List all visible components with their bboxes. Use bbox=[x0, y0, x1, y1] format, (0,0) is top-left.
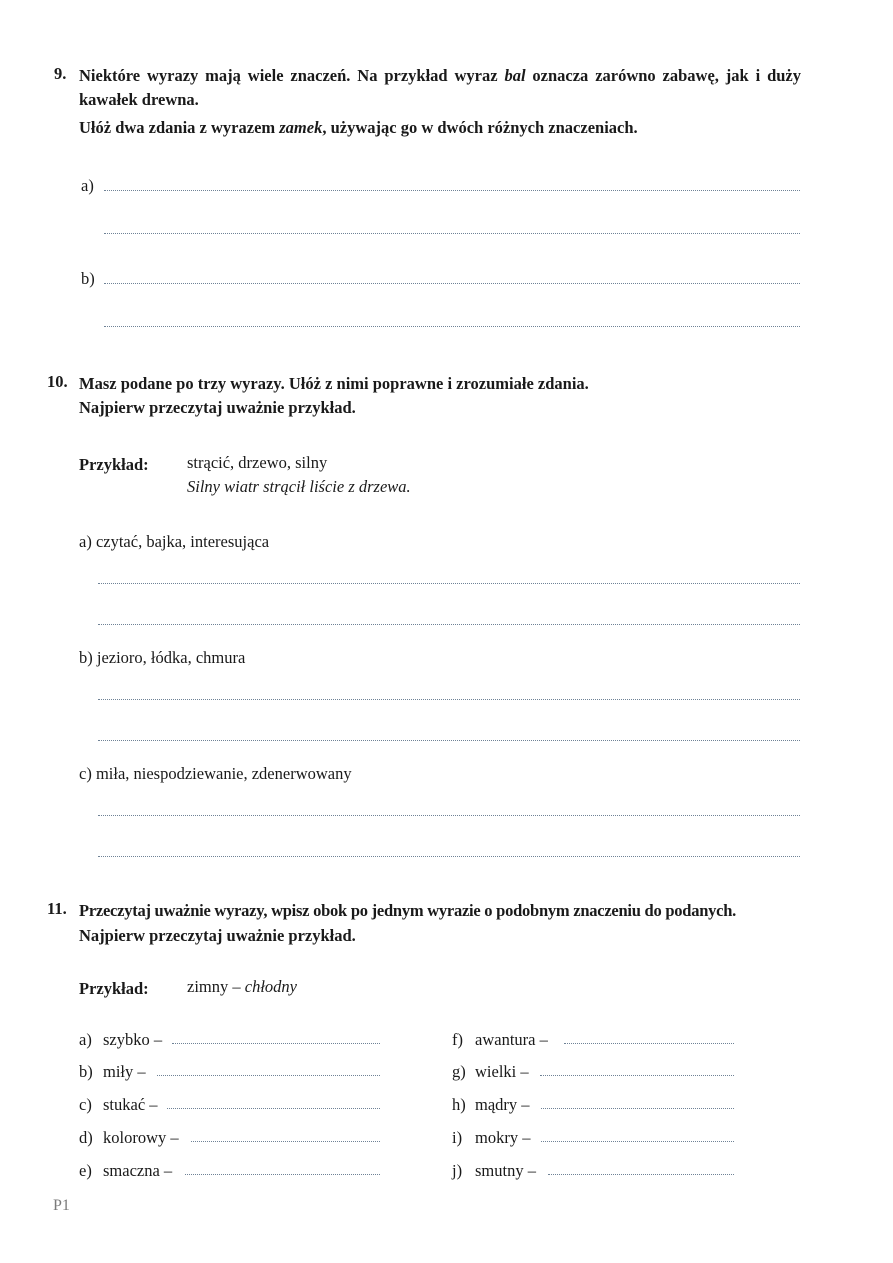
q9-answer-b-label: b) bbox=[81, 269, 95, 288]
q11-item-a-letter: a) bbox=[79, 1030, 92, 1049]
q11-item-c-letter: c) bbox=[79, 1095, 92, 1114]
q10-item-a-line-1[interactable] bbox=[98, 583, 800, 584]
q11-example bbox=[187, 977, 297, 997]
q11-item-i-line[interactable] bbox=[541, 1141, 734, 1142]
page-code: P1 bbox=[53, 1197, 70, 1214]
q11-item-d-line[interactable] bbox=[191, 1141, 380, 1142]
q11-item-d-word: kolorowy – bbox=[103, 1128, 179, 1147]
q11-item-h-word: mądry – bbox=[475, 1095, 530, 1114]
q9-text-part1: Niektóre wyrazy mają wiele znaczeń. Na przykład wyraz bbox=[79, 66, 505, 85]
q10-instruction-line2: Najpierw przeczytaj uważnie przykład. bbox=[79, 398, 356, 417]
q11-item-i-word: mokry – bbox=[475, 1128, 531, 1147]
q10-number: 10. bbox=[47, 372, 68, 391]
q11-item-j-letter: j) bbox=[452, 1161, 463, 1180]
q11-item-c-word: stukać – bbox=[103, 1095, 158, 1114]
q9-word-zamek: zamek bbox=[279, 118, 323, 137]
q10-instruction-line1: Masz podane po trzy wyrazy. Ułóż z nimi poprawne i zrozumiałe zdania. bbox=[79, 374, 589, 393]
q11-item-i-letter: i) bbox=[452, 1128, 463, 1147]
q10-item-a-label: a) czytać, bajka, interesująca bbox=[79, 532, 270, 551]
q11-instruction-line1: Przeczytaj uważnie wyrazy, wpisz obok po jednym wyrazie o podobnym znaczeniu do podanych. bbox=[79, 901, 736, 920]
q10-item-a-line-2[interactable] bbox=[98, 624, 800, 625]
q11-item-f-word: awantura – bbox=[475, 1030, 548, 1049]
q9-word-bal: bal bbox=[504, 66, 526, 85]
q11-item-g-letter: g) bbox=[452, 1062, 466, 1081]
q11-item-b-line[interactable] bbox=[157, 1075, 380, 1076]
q9-task bbox=[79, 116, 638, 140]
q11-item-e-letter: e) bbox=[79, 1161, 92, 1180]
q11-item-c-line[interactable] bbox=[167, 1108, 380, 1109]
q10-item-b-line-2[interactable] bbox=[98, 740, 800, 741]
q11-item-d-letter: d) bbox=[79, 1128, 93, 1147]
q10-example-sentence: Silny wiatr strącił liście z drzewa. bbox=[187, 477, 411, 496]
q11-example-answer: chłodny bbox=[244, 977, 297, 996]
q9-text-part2: oznacza zarówno zabawę, jak i duży kawałek drewna. bbox=[79, 66, 801, 109]
q9-instruction bbox=[79, 64, 801, 112]
q11-item-a-line[interactable] bbox=[172, 1043, 380, 1044]
q10-item-c-line-1[interactable] bbox=[98, 815, 800, 816]
q9-task-part1: Ułóż dwa zdania z wyrazem bbox=[79, 118, 280, 137]
q10-item-b-line-1[interactable] bbox=[98, 699, 800, 700]
q9-answer-a-line-1[interactable] bbox=[104, 190, 800, 191]
q11-item-e-line[interactable] bbox=[185, 1174, 380, 1175]
q11-item-j-line[interactable] bbox=[548, 1174, 734, 1175]
q9-answer-a-label: a) bbox=[81, 176, 94, 195]
q11-item-g-line[interactable] bbox=[540, 1075, 734, 1076]
q11-example-word: zimny – bbox=[187, 977, 245, 996]
q11-item-f-line[interactable] bbox=[564, 1043, 734, 1044]
q11-item-g-word: wielki – bbox=[475, 1062, 529, 1081]
q11-example-label: Przykład: bbox=[79, 979, 149, 998]
q11-item-j-word: smutny – bbox=[475, 1161, 536, 1180]
q9-task-part2: , używając go w dwóch różnych znaczeniach. bbox=[322, 118, 638, 137]
q11-item-a-word: szybko – bbox=[103, 1030, 163, 1049]
q11-item-b-word: miły – bbox=[103, 1062, 146, 1081]
q10-example-words: strącić, drzewo, silny bbox=[187, 453, 328, 472]
q11-item-f-letter: f) bbox=[452, 1030, 463, 1049]
q10-item-c-label: c) miła, niespodziewanie, zdenerwowany bbox=[79, 764, 352, 783]
q11-item-b-letter: b) bbox=[79, 1062, 93, 1081]
q10-item-b-label: b) jezioro, łódka, chmura bbox=[79, 648, 246, 667]
q11-item-e-word: smaczna – bbox=[103, 1161, 173, 1180]
q9-answer-b-line-1[interactable] bbox=[104, 283, 800, 284]
q10-item-c-line-2[interactable] bbox=[98, 856, 800, 857]
q10-example-label: Przykład: bbox=[79, 455, 149, 474]
q11-instruction-line2: Najpierw przeczytaj uważnie przykład. bbox=[79, 926, 356, 945]
q9-answer-a-line-2[interactable] bbox=[104, 233, 800, 234]
q11-item-h-letter: h) bbox=[452, 1095, 466, 1114]
q11-item-h-line[interactable] bbox=[541, 1108, 734, 1109]
q11-number: 11. bbox=[47, 899, 67, 918]
q9-number: 9. bbox=[54, 64, 67, 83]
q9-answer-b-line-2[interactable] bbox=[104, 326, 800, 327]
